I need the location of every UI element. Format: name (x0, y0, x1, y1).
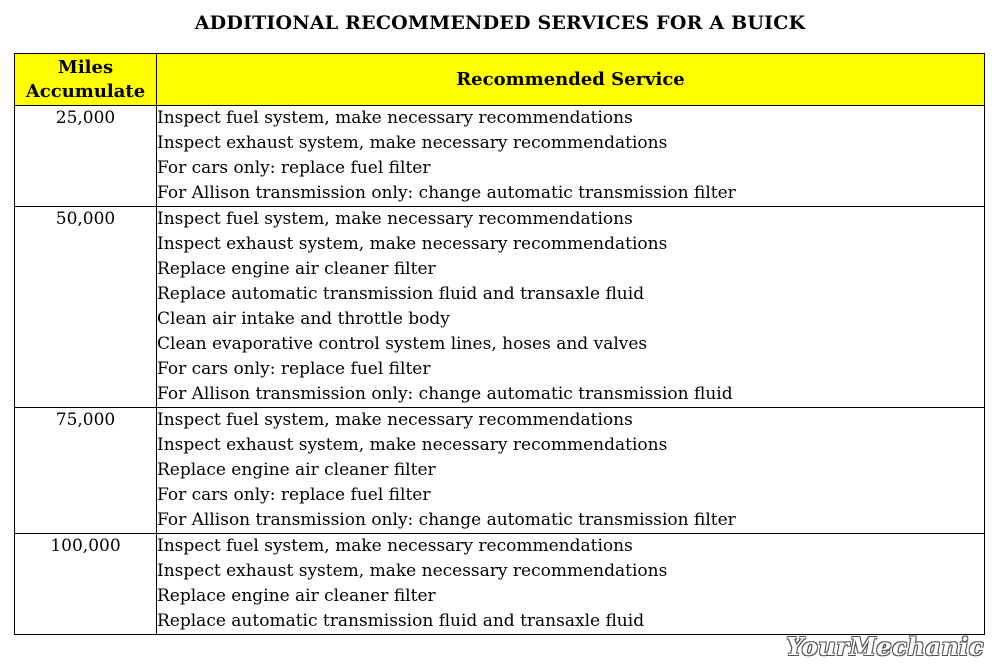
page-title: ADDITIONAL RECOMMENDED SERVICES FOR A BUICK (194, 12, 806, 34)
table-row (15, 106, 985, 207)
service-item: Inspect exhaust system, make necessary recommendations (157, 435, 668, 455)
miles-header-line-2: Accumulate (25, 80, 146, 102)
service-item: Inspect fuel system, make necessary recommendations (157, 536, 633, 556)
yourmechanic-watermark: YourMechanic (786, 632, 984, 661)
service-item: For cars only: replace fuel filter (157, 485, 431, 505)
service-item: Replace engine air cleaner filter (157, 460, 436, 480)
service-item: For Allison transmission only: change automatic transmission filter (157, 183, 736, 203)
service-item: For Allison transmission only: change automatic transmission fluid (157, 384, 733, 404)
service-item: Inspect exhaust system, make necessary recommendations (157, 561, 668, 581)
services-cell (157, 207, 985, 408)
service-item: For Allison transmission only: change automatic transmission filter (157, 510, 736, 530)
service-item: Inspect fuel system, make necessary recommendations (157, 209, 633, 229)
services-cell (157, 534, 985, 635)
service-item: Inspect exhaust system, make necessary recommendations (157, 133, 668, 153)
service-item: Replace engine air cleaner filter (157, 586, 436, 606)
service-item: Replace automatic transmission fluid and transaxle fluid (157, 611, 645, 631)
service-item: Replace automatic transmission fluid and transaxle fluid (157, 284, 645, 304)
service-item: Replace engine air cleaner filter (157, 259, 436, 279)
table-row (15, 207, 985, 408)
service-item: For cars only: replace fuel filter (157, 359, 431, 379)
service-item: Clean air intake and throttle body (157, 309, 450, 329)
services-table (14, 53, 985, 635)
services-table-body (15, 106, 985, 635)
miles-cell: 100,000 (15, 534, 157, 635)
table-row (15, 534, 985, 635)
service-column-header: Recommended Service (157, 54, 985, 106)
table-row (15, 408, 985, 534)
miles-cell: 50,000 (15, 207, 157, 408)
services-cell (157, 408, 985, 534)
miles-cell: 25,000 (15, 106, 157, 207)
miles-column-header (15, 54, 157, 106)
table-header-row (15, 54, 985, 106)
service-item: Inspect exhaust system, make necessary recommendations (157, 234, 668, 254)
service-item: Inspect fuel system, make necessary recommendations (157, 108, 633, 128)
service-item: Inspect fuel system, make necessary recommendations (157, 410, 633, 430)
miles-cell: 75,000 (15, 408, 157, 534)
miles-header-line-1: Miles (57, 56, 114, 78)
service-item: Clean evaporative control system lines, hoses and valves (157, 334, 648, 354)
service-item: For cars only: replace fuel filter (157, 158, 431, 178)
services-cell (157, 106, 985, 207)
